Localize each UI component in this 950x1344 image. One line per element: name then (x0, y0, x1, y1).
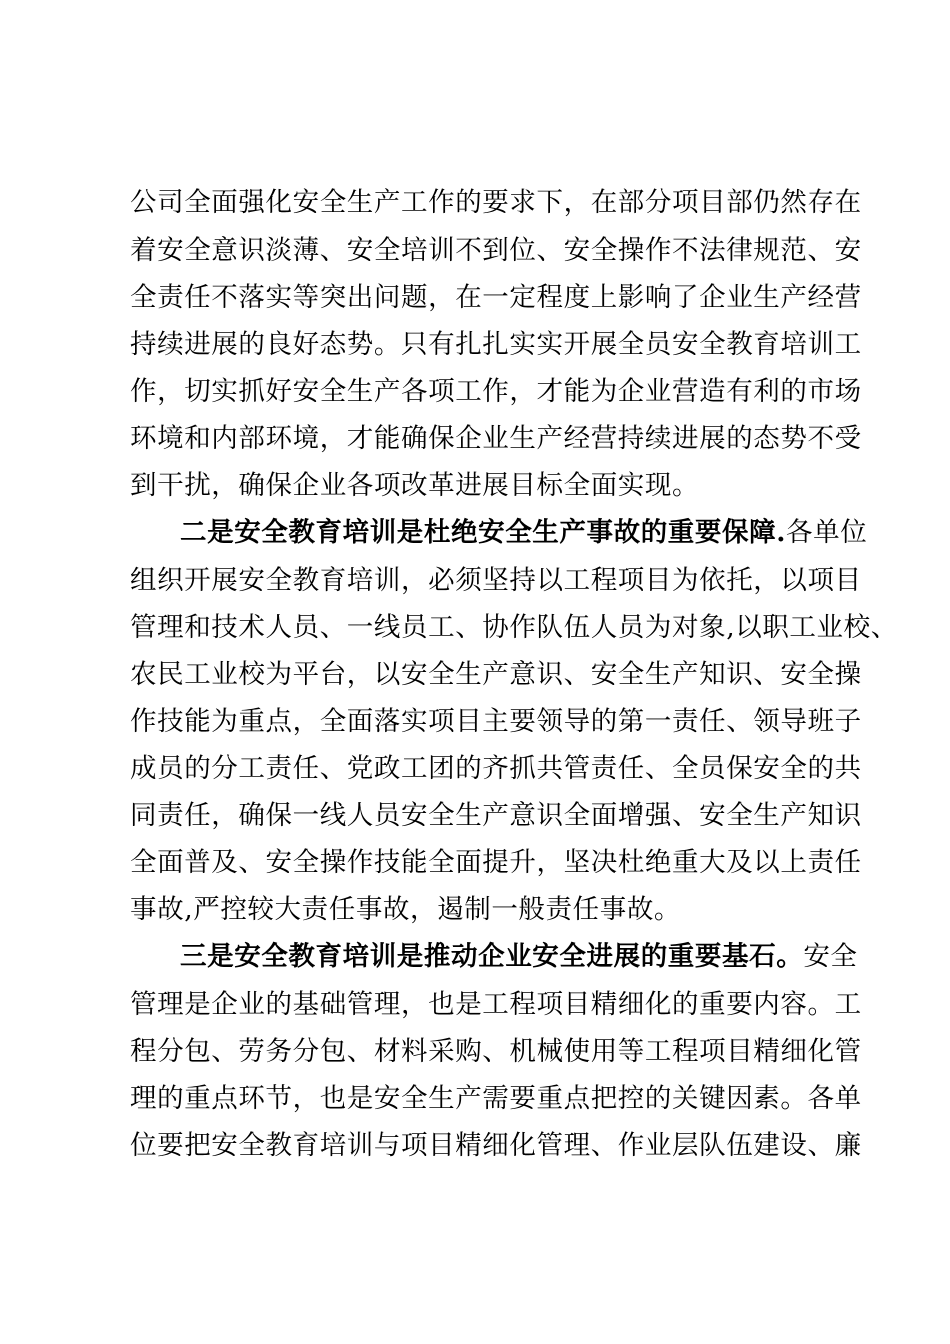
text-line: 到干扰，确保企业各项改革进展目标全面实现。 (130, 470, 700, 501)
text-line: 位要把安全教育培训与项目精细化管理、作业层队伍建设、廉 (130, 1130, 862, 1161)
section-heading: 三是安全教育培训是推动企业安全进展的重要基石。 (180, 941, 804, 972)
text-line: 着安全意识淡薄、安全培训不到位、安全操作不法律规范、安 (130, 235, 862, 266)
text-line: 成员的分工责任、党政工团的齐抓共管责任、全员保安全的共 (130, 753, 862, 784)
text-line: 持续进展的良好态势。只有扎扎实实开展全员安全教育培训工 (130, 329, 862, 360)
text-line: 事故,严控较大责任事故，遏制一般责任事故。 (130, 894, 682, 925)
paragraph-heading-line (180, 518, 867, 548)
text-line: 公司全面强化安全生产工作的要求下，在部分项目部仍然存在 (130, 187, 862, 218)
text-line: 环境和内部环境，才能确保企业生产经营持续进展的态势不受 (130, 423, 862, 454)
text-line: 农民工业校为平台，以安全生产意识、安全生产知识、安全操 (130, 659, 862, 690)
text-line: 全责任不落实等突出问题，在一定程度上影响了企业生产经营 (130, 282, 862, 313)
section-heading: 二是安全教育培训是杜绝安全生产事故的重要保障. (180, 517, 787, 548)
heading-continuation: 安全 (803, 941, 858, 972)
text-line: 程分包、劳务分包、材料采购、机械使用等工程项目精细化管 (130, 1036, 862, 1067)
text-line: 组织开展安全教育培训，必须坚持以工程项目为依托，以项目 (130, 565, 862, 596)
heading-continuation: 各单位 (786, 517, 868, 548)
text-line: 作技能为重点，全面落实项目主要领导的第一责任、领导班子 (130, 706, 862, 737)
text-line: 作，切实抓好安全生产各项工作，才能为企业营造有利的市场 (130, 376, 862, 407)
text-line: 理的重点环节，也是安全生产需要重点把控的关键因素。各单 (130, 1083, 862, 1114)
text-line: 全面普及、安全操作技能全面提升，坚决杜绝重大及以上责任 (130, 847, 862, 878)
text-line: 管理和技术人员、一线员工、协作队伍人员为对象,以职工业校、 (130, 612, 898, 643)
text-line: 管理是企业的基础管理，也是工程项目精细化的重要内容。工 (130, 989, 862, 1020)
paragraph-heading-line (180, 942, 858, 972)
text-line: 同责任，确保一线人员安全生产意识全面增强、安全生产知识 (130, 800, 862, 831)
